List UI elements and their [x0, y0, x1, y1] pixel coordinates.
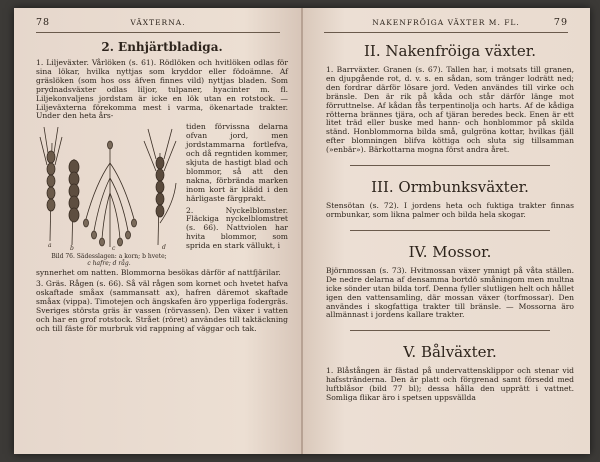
figure-block [36, 122, 288, 268]
left-text-column [36, 38, 288, 448]
figure-label-a: a [48, 242, 52, 250]
book-spread [14, 8, 590, 454]
section-heading-ormbunksvaxter: III. Ormbunksväxter. [371, 178, 529, 197]
grain-illustration [36, 123, 182, 268]
paragraph-gras: 3. Gräs. Rågen (s. 66). Så väl rågen som kornet och hvetet hafva oskaftade småax (sammansatt ax), hafren däremot skaftade småax (vippa). Timotejen och ängskafen äro ypperliga fodergräs. Sveriges största gräs är vassen (rörvassen). Den växer i vatten och har en grof rotstock. Strået (röret) användes till taktäckning och till fäste för murbruk vid rappning af väggar och tak. [36, 279, 288, 333]
paragraph-stensotan: Stensötan (s. 72). I jordens heta och fuktiga trakter finnas ormbunkar, som likna palmer och bilda hela skogar. [326, 201, 574, 219]
figure-label-b: b [70, 245, 74, 253]
section-divider-2 [350, 230, 550, 231]
paragraph-liljevaxter-continued: tiden förvissna delarna ofvan jord, men jordstammarna fortlefva, och då regntiden kommer, skjuta de hastigt blad och blommor, så att den nakna, förbrända marken inom kort är klädd i den härligaste färgprakt. [186, 122, 288, 203]
right-head-rule [324, 32, 568, 33]
right-running-head [302, 18, 590, 30]
right-page [302, 8, 590, 454]
figure-label-d: d [162, 244, 166, 252]
section-divider-1 [350, 165, 550, 166]
left-page-number: 78 [36, 17, 51, 28]
figure-side-text [182, 123, 288, 255]
left-head-rule [36, 32, 280, 33]
section-divider-3 [350, 330, 550, 331]
left-running-title: VÄXTERNA. [130, 18, 186, 27]
paragraph-barrvaxter: 1. Barrväxter. Granen (s. 67). Tallen har, i motsats till granen, en djupgående rot, d. v. s. en sådan, som tränger lodrätt ned; den fordrar därför lösare jord. Veden användes till virke och bränsle. Den är rik på kåda och står därför länge mot förruttnelse. Af kådan fås terpentinolja och harts. Af de kådiga rötterna brännes tjära, och af tjäran beredes beck. Enen är ett litet träd eller buske med hann- och honblommor på skilda ständ. Honblommorna bilda små, gulgröna kottar, hvilkas fjäll efter blomningen blifva köttiga och sluta sig tillsamman (»enbär»). Bärkottarna mogna först andra året. [326, 65, 574, 155]
grain-ears-drawing [36, 123, 182, 255]
right-running-title: NAKENFRÖIGA VÄXTER M. FL. [372, 18, 520, 27]
section-heading-mossor: IV. Mossor. [408, 242, 492, 261]
figure-label-c: c [112, 245, 116, 253]
section-heading-enhjartbladiga: 2. Enhjärtbladiga. [101, 40, 223, 54]
paragraph-nyckelblomster: 2. Nyckelblomster. Fläckiga nyckelblomstret (s. 66). Nattviolen har hvita blommor, som sprida en stark vällukt, i [186, 205, 288, 251]
section-heading-nakenfroiga: II. Nakenfröiga växter. [363, 42, 537, 60]
figure-caption-line-1: Bild 76. Sädesslagen: a korn; b hvete; [51, 253, 167, 261]
paragraph-blastangen: 1. Blåstången är fästad på undervattensklippor och stenar vid hafsstränderna. Den är platt och förgrenad samt försedd med luftblåsor (bild 77 bl); dessa hålla den upprätt i vattnet. Somliga flikar äro i spetsen uppsvällda [326, 366, 574, 403]
left-page [14, 8, 302, 454]
section-heading-balvaxter: V. Bålväxter. [403, 343, 497, 362]
paragraph-bjornmossan: Björnmossan (s. 73). Hvitmossan växer ymnigt på våta ställen. De nedre delarna af densamma bortdö småningom men multna icke sönder utan bilda torf. Denna fyller slutligen helt och hållet igen den vattensamling, där mossan växer (torfmossar). Den användes i skogfattiga trakter till bränsle. — Mossorna äro allmännast i jordens kallare trakter. [326, 265, 574, 320]
left-running-head [14, 18, 302, 30]
right-page-number: 79 [553, 17, 568, 28]
figure-caption-line-2: c hafre; d råg. [87, 260, 131, 268]
book-gutter [301, 8, 303, 454]
paragraph-liljevaxter: 1. Liljeväxter. Vårlöken (s. 61). Rödlöken och hvitlöken odlas för sina lökar, hvilka nyttjas som kryddor eller födoämne. Af gräslöken (som hos oss äfven finnes vild) nyttjas bladen. Som prydnadsväxter odlas liljor, tulpaner, hyacinter m. fl. Liljekonvaljens jordstam är icke en lök utan en rotstock. — Liljeväxterna förekomma mest i varma, ökenartade trakter. Under den heta års- [36, 58, 288, 121]
right-text-column [326, 38, 574, 448]
paragraph-nyckelblomster-end: synnerhet om natten. Blommorna besökas därför af nattfjärilar. [36, 268, 281, 278]
figure-caption [36, 253, 182, 267]
